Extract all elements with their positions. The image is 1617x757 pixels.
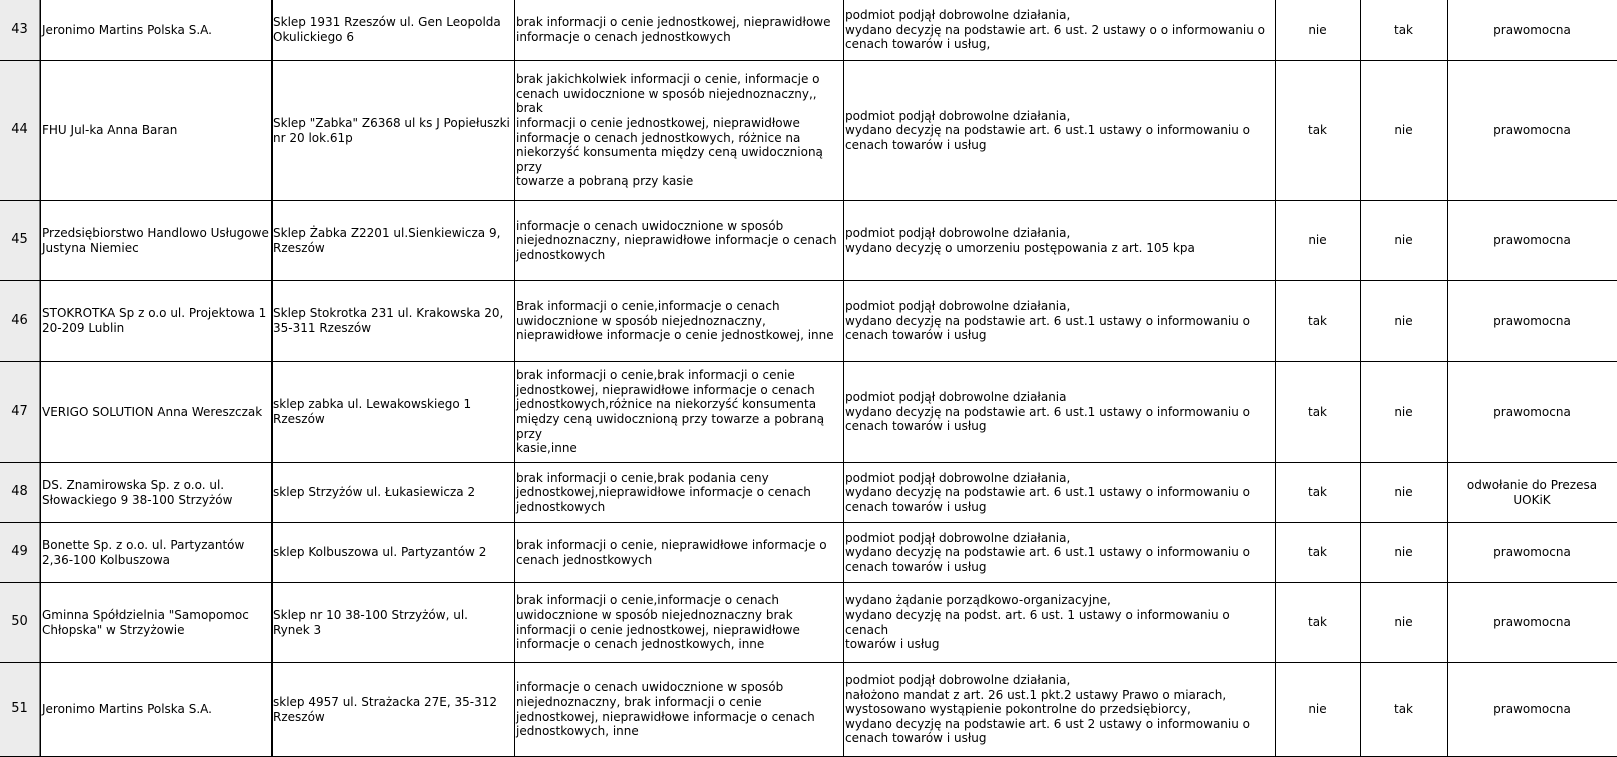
- status-cell-text: prawomocna: [1493, 702, 1571, 717]
- shop-cell[interactable]: [271, 663, 514, 756]
- row-number-text: 45: [11, 232, 28, 248]
- shop-cell[interactable]: [271, 362, 514, 462]
- firm-cell[interactable]: [40, 201, 271, 280]
- flag-cell-2-text: nie: [1394, 233, 1413, 248]
- table-row: [0, 61, 1617, 201]
- flag-cell-2[interactable]: [1360, 0, 1447, 60]
- flag-cell-1-text: tak: [1307, 123, 1327, 138]
- row-number[interactable]: [0, 362, 40, 462]
- violations-cell-text: informacje o cenach uwidocznione w sposób niejednoznaczny, brak informacji o cenie jednostkowej, nieprawidłowe informacje o cenach jednostkowych, inne: [516, 680, 815, 739]
- flag-cell-2-text: nie: [1394, 123, 1413, 138]
- violations-cell[interactable]: [514, 663, 843, 756]
- column-divider: [271, 0, 273, 757]
- firm-cell[interactable]: [40, 663, 271, 756]
- firm-cell[interactable]: [40, 463, 271, 522]
- status-cell-text: prawomocna: [1493, 313, 1571, 328]
- status-cell[interactable]: [1447, 281, 1617, 361]
- flag-cell-2-text: nie: [1394, 485, 1413, 500]
- actions-cell[interactable]: [843, 523, 1275, 582]
- status-cell-text: prawomocna: [1493, 233, 1571, 248]
- firm-cell-text: Bonette Sp. z o.o. ul. Partyzantów 2,36-100 Kolbuszowa: [42, 537, 245, 567]
- shop-cell[interactable]: [271, 0, 514, 60]
- flag-cell-1[interactable]: [1275, 0, 1360, 60]
- firm-cell-text: Gminna Spółdzielnia "Samopomoc Chłopska" w Strzyżowie: [42, 607, 249, 637]
- flag-cell-1-text: tak: [1307, 313, 1327, 328]
- violations-cell-text: brak informacji o cenie jednostkowej, nieprawidłowe informacje o cenach jednostkowych: [516, 15, 831, 44]
- table-row: [0, 362, 1617, 463]
- status-cell-text: prawomocna: [1493, 22, 1571, 37]
- firm-cell[interactable]: [40, 61, 271, 200]
- flag-cell-1-text: nie: [1308, 233, 1327, 248]
- flag-cell-1[interactable]: [1275, 281, 1360, 361]
- row-number[interactable]: [0, 201, 40, 280]
- table-row: [0, 663, 1617, 757]
- flag-cell-2-text: nie: [1394, 545, 1413, 560]
- flag-cell-1-text: tak: [1307, 404, 1327, 419]
- flag-cell-2[interactable]: [1360, 61, 1447, 200]
- violations-cell-text: brak informacji o cenie,brak podania ceny jednostkowej,nieprawidłowe informacje o cenach jednostkowych: [516, 470, 811, 514]
- actions-cell-text: podmiot podjął dobrowolne działania, wydano decyzję na podstawie art. 6 ust.1 ustawy o informowaniu o cenach towarów i usług: [845, 530, 1251, 574]
- shop-cell-text: Sklep Żabka Z2201 ul.Sienkiewicza 9, Rzeszów: [273, 225, 501, 255]
- flag-cell-2-text: nie: [1394, 615, 1413, 630]
- violations-cell[interactable]: [514, 463, 843, 522]
- flag-cell-2-text: nie: [1394, 404, 1413, 419]
- status-cell-text: prawomocna: [1493, 615, 1571, 630]
- column-divider: [843, 0, 844, 757]
- violations-cell-text: brak informacji o cenie,brak informacji o cenie jednostkowej, nieprawidłowe informacje o cenach jednostkowych,różnice na niekorzyść konsumenta między ceną uwidocznioną przy towarze a pobraną przy kasie,inne: [516, 368, 825, 456]
- shop-cell[interactable]: [271, 281, 514, 361]
- row-number[interactable]: [0, 463, 40, 522]
- flag-cell-1[interactable]: [1275, 523, 1360, 582]
- status-cell-text: prawomocna: [1493, 404, 1571, 419]
- row-number[interactable]: [0, 0, 40, 60]
- actions-cell[interactable]: [843, 61, 1275, 200]
- column-divider: [40, 0, 41, 757]
- shop-cell[interactable]: [271, 463, 514, 522]
- row-number[interactable]: [0, 663, 40, 756]
- flag-cell-1[interactable]: [1275, 463, 1360, 522]
- shop-cell-text: sklep Kolbuszowa ul. Partyzantów 2: [273, 545, 487, 560]
- status-cell-text: prawomocna: [1493, 545, 1571, 560]
- actions-cell-text: podmiot podjął dobrowolne działania, nałożono mandat z art. 26 ust.1 pkt.2 ustawy Prawo o miarach, wystosowano wystąpienie pokontrolne do przedsiębiorcy, wydano decyzję na podstawie art. 6 ust 2 ustawy o informowaniu o cenach towarów i usług: [845, 673, 1251, 746]
- firm-cell-text: FHU Jul-ka Anna Baran: [42, 123, 178, 138]
- row-number-text: 44: [11, 122, 28, 138]
- shop-cell[interactable]: [271, 61, 514, 200]
- flag-cell-1-text: tak: [1307, 545, 1327, 560]
- row-number-text: 43: [11, 21, 28, 37]
- flag-cell-1[interactable]: [1275, 362, 1360, 462]
- status-cell[interactable]: [1447, 523, 1617, 582]
- flag-cell-1[interactable]: [1275, 61, 1360, 200]
- violations-cell[interactable]: [514, 201, 843, 280]
- actions-cell-text: podmiot podjął dobrowolne działania, wydano decyzję na podstawie art. 6 ust. 2 ustawy o o informowaniu o cenach towarów i usług,: [845, 8, 1265, 52]
- actions-cell-text: podmiot podjął dobrowolne działania, wydano decyzję na podstawie art. 6 ust.1 ustawy o informowaniu o cenach towarów i usług: [845, 470, 1251, 514]
- firm-cell-text: Przedsiębiorstwo Handlowo Usługowe Justyna Niemiec: [42, 225, 269, 255]
- column-divider: [1275, 0, 1276, 757]
- flag-cell-2[interactable]: [1360, 281, 1447, 361]
- violations-cell-text: brak informacji o cenie,informacje o cenach uwidocznione w sposób niejednoznaczny brak informacji o cenie jednostkowej, nieprawidłowe informacje o cenach jednostkowych, inne: [516, 593, 800, 652]
- actions-cell[interactable]: [843, 0, 1275, 60]
- actions-cell[interactable]: [843, 201, 1275, 280]
- row-number[interactable]: [0, 281, 40, 361]
- flag-cell-2-text: tak: [1393, 702, 1413, 717]
- table-row: [0, 523, 1617, 583]
- column-divider: [514, 0, 515, 757]
- shop-cell-text: Sklep "Zabka" Z6368 ul ks J Popiełuszki nr 20 lok.61p: [273, 115, 510, 145]
- violations-cell-text: brak informacji o cenie, nieprawidłowe informacje o cenach jednostkowych: [516, 537, 827, 567]
- actions-cell-text: podmiot podjął dobrowolne działania, wydano decyzję o umorzeniu postępowania z art. 105 kpa: [845, 225, 1195, 255]
- actions-cell-text: podmiot podjął dobrowolne działania wydano decyzję na podstawie art. 6 ust.1 ustawy o informowaniu o cenach towarów i usług: [845, 390, 1251, 434]
- row-number-text: 50: [11, 614, 28, 630]
- shop-cell-text: sklep zabka ul. Lewakowskiego 1 Rzeszów: [273, 397, 472, 426]
- actions-cell-text: podmiot podjął dobrowolne działania, wydano decyzję na podstawie art. 6 ust.1 ustawy o informowaniu o cenach towarów i usług: [845, 299, 1251, 343]
- violations-cell[interactable]: [514, 61, 843, 200]
- shop-cell[interactable]: [271, 523, 514, 582]
- actions-cell[interactable]: [843, 281, 1275, 361]
- status-cell[interactable]: [1447, 463, 1617, 522]
- flag-cell-2[interactable]: [1360, 663, 1447, 756]
- violations-cell[interactable]: [514, 523, 843, 582]
- violations-cell[interactable]: [514, 583, 843, 662]
- row-number-text: 51: [11, 701, 28, 717]
- row-number[interactable]: [0, 583, 40, 662]
- actions-cell[interactable]: [843, 362, 1275, 462]
- flag-cell-1-text: nie: [1308, 22, 1327, 37]
- row-number-text: 46: [11, 312, 28, 328]
- flag-cell-2[interactable]: [1360, 201, 1447, 280]
- flag-cell-1[interactable]: [1275, 583, 1360, 662]
- firm-cell-text: DS. Znamirowska Sp. z o.o. ul. Słowackiego 9 38-100 Strzyżów: [42, 477, 233, 507]
- violations-cell[interactable]: [514, 281, 843, 361]
- firm-cell-text: VERIGO SOLUTION Anna Wereszczak: [42, 404, 263, 419]
- flag-cell-2[interactable]: [1360, 523, 1447, 582]
- flag-cell-2[interactable]: [1360, 362, 1447, 462]
- violations-cell-text: brak jakichkolwiek informacji o cenie, informacje o cenach uwidocznione w sposób niejednoznaczny,, brak informacji o cenie jednostkowej, nieprawidłowe informacje o cenach jednostkowych, różnice na niekorzyść konsumenta między ceną uwidocznioną przy towarze a pobraną przy kasie: [516, 72, 823, 189]
- row-number[interactable]: [0, 61, 40, 200]
- status-cell[interactable]: [1447, 663, 1617, 756]
- table-row: [0, 583, 1617, 663]
- shop-cell-text: Sklep Stokrotka 231 ul. Krakowska 20, 35-311 Rzeszów: [273, 306, 504, 335]
- firm-cell[interactable]: [40, 281, 271, 361]
- shop-cell-text: sklep Strzyżów ul. Łukasiewicza 2: [273, 485, 476, 500]
- column-divider: [1447, 0, 1448, 757]
- firm-cell[interactable]: [40, 0, 271, 60]
- status-cell-text: prawomocna: [1493, 123, 1571, 138]
- row-number-text: 48: [11, 484, 28, 500]
- status-cell[interactable]: [1447, 0, 1617, 60]
- flag-cell-2[interactable]: [1360, 583, 1447, 662]
- table-row: [0, 0, 1617, 61]
- violations-cell-text: Brak informacji o cenie,informacje o cenach uwidocznione w sposób niejednoznaczny, nieprawidłowe informacje o cenie jednostkowej, inne: [516, 299, 834, 343]
- firm-cell-text: STOKROTKA Sp z o.o ul. Projektowa 1 20-209 Lublin: [42, 306, 267, 335]
- firm-cell[interactable]: [40, 583, 271, 662]
- shop-cell-text: Sklep 1931 Rzeszów ul. Gen Leopolda Okulickiego 6: [273, 15, 501, 44]
- shop-cell[interactable]: [271, 201, 514, 280]
- status-cell[interactable]: [1447, 362, 1617, 462]
- shop-cell[interactable]: [271, 583, 514, 662]
- status-cell[interactable]: [1447, 583, 1617, 662]
- table-row: [0, 281, 1617, 362]
- actions-cell-text: podmiot podjął dobrowolne działania, wydano decyzję na podstawie art. 6 ust.1 ustawy o informowaniu o cenach towarów i usług: [845, 108, 1251, 152]
- column-divider: [1360, 0, 1361, 757]
- actions-cell[interactable]: [843, 663, 1275, 756]
- flag-cell-2[interactable]: [1360, 463, 1447, 522]
- flag-cell-1[interactable]: [1275, 663, 1360, 756]
- flag-cell-1[interactable]: [1275, 201, 1360, 280]
- flag-cell-1-text: tak: [1307, 485, 1327, 500]
- table-row: [0, 201, 1617, 281]
- firm-cell-text: Jeronimo Martins Polska S.A.: [42, 702, 212, 717]
- status-cell[interactable]: [1447, 201, 1617, 280]
- violations-cell[interactable]: [514, 0, 843, 60]
- status-cell[interactable]: [1447, 61, 1617, 200]
- actions-cell[interactable]: [843, 463, 1275, 522]
- row-number-text: 47: [11, 403, 28, 419]
- actions-cell-text: wydano żądanie porządkowo-organizacyjne, wydano decyzję na podst. art. 6 ust. 1 ustawy o informowaniu o cenach towarów i usług: [845, 593, 1230, 652]
- violations-cell-text: informacje o cenach uwidocznione w sposób niejednoznaczny, nieprawidłowe informacje o cenach jednostkowych: [516, 218, 837, 262]
- firm-cell[interactable]: [40, 523, 271, 582]
- status-cell-text: odwołanie do Prezesa UOKiK: [1466, 477, 1598, 507]
- shop-cell-text: sklep 4957 ul. Strażacka 27E, 35-312 Rzeszów: [273, 694, 498, 724]
- firm-cell-text: Jeronimo Martins Polska S.A.: [42, 22, 212, 37]
- firm-cell[interactable]: [40, 362, 271, 462]
- flag-cell-2-text: nie: [1394, 313, 1413, 328]
- violations-cell[interactable]: [514, 362, 843, 462]
- flag-cell-2-text: tak: [1393, 22, 1413, 37]
- flag-cell-1-text: tak: [1307, 615, 1327, 630]
- row-number[interactable]: [0, 523, 40, 582]
- row-number-text: 49: [11, 544, 28, 560]
- actions-cell[interactable]: [843, 583, 1275, 662]
- flag-cell-1-text: nie: [1308, 702, 1327, 717]
- table-row: [0, 463, 1617, 523]
- shop-cell-text: Sklep nr 10 38-100 Strzyżów, ul. Rynek 3: [273, 607, 468, 637]
